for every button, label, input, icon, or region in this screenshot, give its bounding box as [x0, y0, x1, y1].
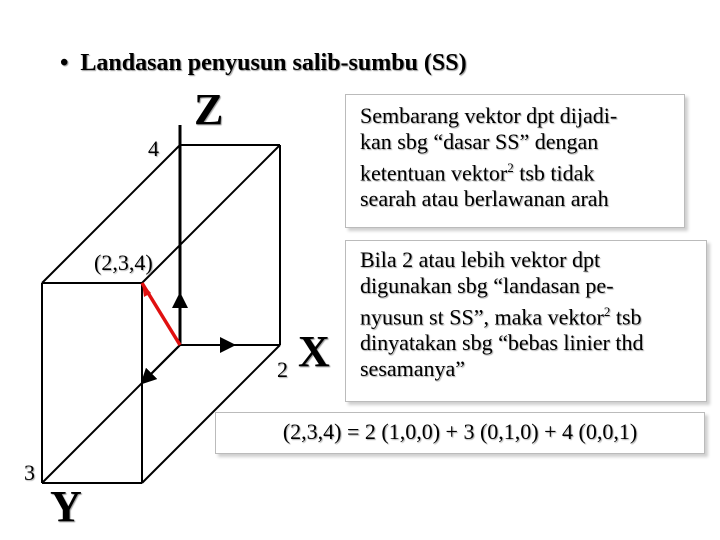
text-box-2-line-4: dinyatakan sbg “bebas linier thd	[360, 330, 644, 356]
z-axis-label: Z	[194, 85, 224, 134]
text-box-1-line-3b: tsb tidak	[519, 160, 595, 186]
text-box-basis-condition	[345, 94, 685, 228]
text-box-1-line-3	[360, 155, 684, 186]
equation-box: (2,3,4) = 2 (1,0,0) + 3 (0,1,0) + 4 (0,0,1)	[215, 412, 705, 454]
box-edge-top-right	[142, 145, 280, 283]
text-box-2-line-5: sesamanya”	[360, 356, 466, 382]
text-box-linear-independence	[345, 240, 707, 402]
text-box-1-superscript: 2	[507, 160, 514, 175]
text-box-2-superscript: 2	[603, 304, 611, 319]
y-tick-label: 3	[24, 460, 35, 485]
x-axis-label: X	[298, 327, 330, 376]
title-bullet: •	[60, 50, 69, 76]
title-text: Landasan penyusun salib-sumbu (SS)	[80, 50, 467, 76]
text-box-2-line-3	[360, 299, 706, 330]
text-box-1-line-1: Sembarang vektor dpt dijadi-	[360, 103, 618, 128]
x-tick-label: 2	[277, 357, 288, 382]
text-box-1-line-4: searah atau berlawanan arah	[360, 186, 609, 212]
point-label: (2,3,4)	[94, 250, 153, 275]
text-box-1-line-2: kan sbg “dasar SS” dengan	[360, 129, 599, 154]
text-box-2-line-3b: tsb	[615, 304, 642, 330]
unit-vector-y	[146, 345, 180, 379]
y-axis-label: Y	[50, 482, 82, 531]
text-box-2-line-2: digunakan sbg “landasan pe-	[360, 273, 614, 298]
text-box-2-line-1: Bila 2 atau lebih vektor dpt	[360, 247, 601, 272]
text-box-2-line-3a: nyusun st SS”, maka vektor	[360, 304, 604, 330]
z-tick-label: 4	[148, 136, 159, 161]
text-box-1-line-3a: ketentuan vektor	[360, 160, 508, 186]
